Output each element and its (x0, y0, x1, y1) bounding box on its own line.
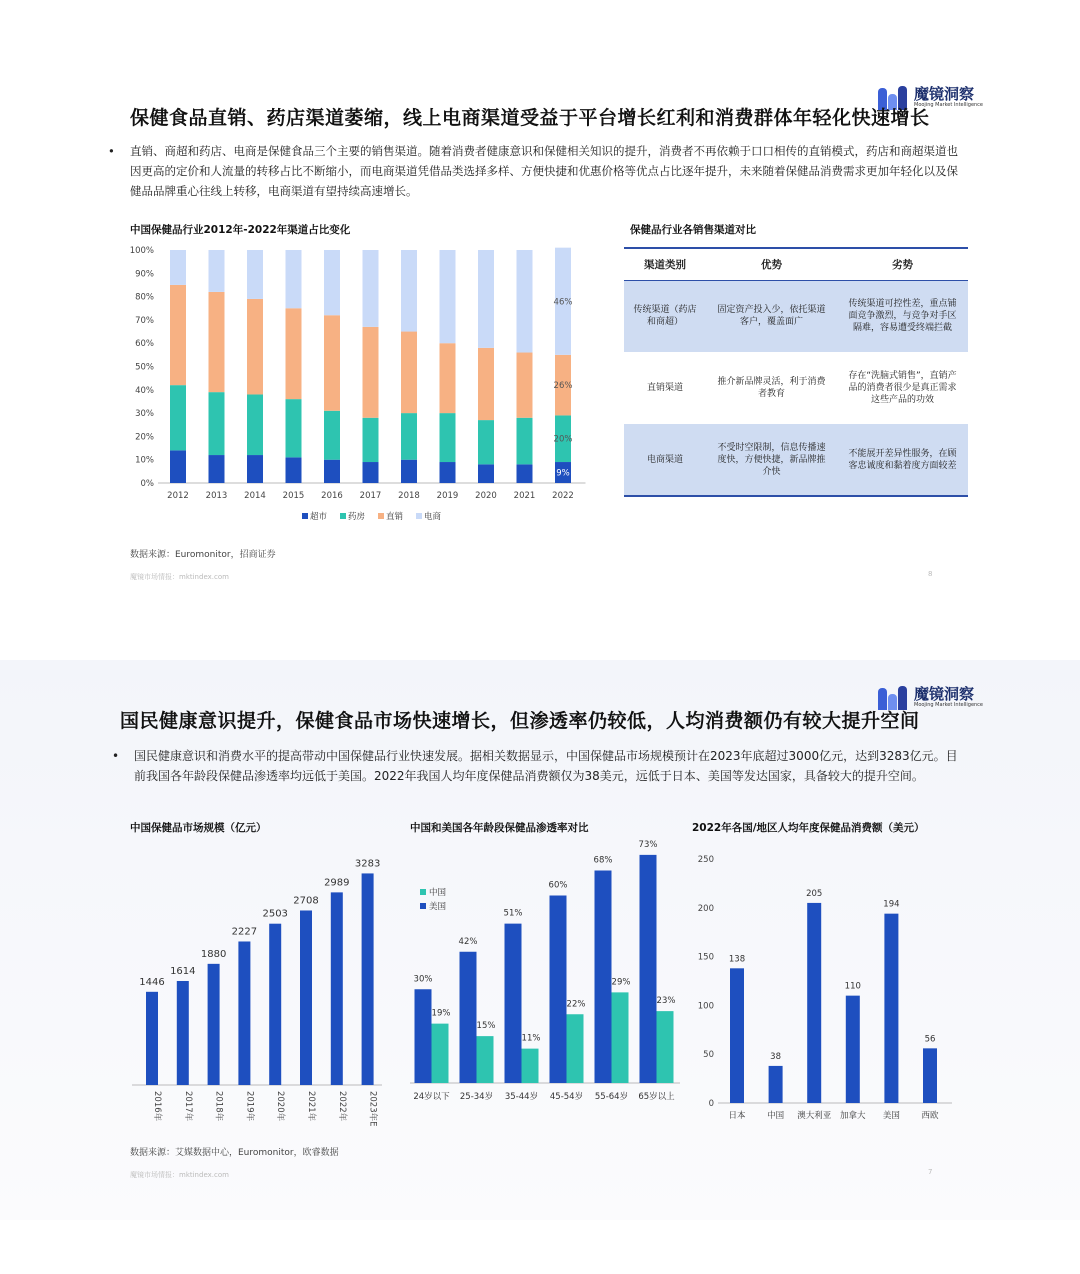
x-tick-label: 2016 (321, 491, 343, 501)
bar-药房 (209, 392, 225, 455)
x-tick-label: 24岁以下 (413, 1092, 450, 1102)
bar-超市 (517, 464, 533, 483)
data-label: 1446 (139, 976, 165, 988)
data-label-china: 23% (656, 996, 676, 1007)
data-label: 1614 (170, 965, 196, 977)
bar (923, 1048, 937, 1103)
data-label-china: 19% (431, 1008, 451, 1019)
bar-超市 (363, 462, 379, 483)
table-row (624, 424, 968, 496)
bar-usa (460, 952, 477, 1083)
y-tick-label: 80% (135, 292, 154, 303)
x-tick-label: 2013 (205, 491, 228, 501)
bar-电商 (440, 250, 456, 343)
table-cell-dis: 不能展开差异性服务，在顾客忠诚度和黏着度方面较差 (837, 424, 968, 496)
data-label-usa: 68% (593, 855, 613, 866)
bar-china (657, 1011, 674, 1083)
data-source: 数据来源：艾媒数据中心，Euromonitor，欧睿数据 (130, 1148, 339, 1158)
x-tick-label: 2019年 (244, 1091, 255, 1122)
data-label-usa: 42% (458, 936, 478, 947)
bar-电商 (170, 250, 186, 285)
bar (238, 941, 250, 1085)
table-header-row (624, 248, 968, 280)
bar-电商 (286, 250, 302, 308)
slide-channel-share (0, 0, 1080, 620)
x-tick-label: 2018年 (213, 1091, 224, 1122)
x-tick-label: 2020 (475, 491, 497, 501)
market-size-chart (120, 838, 390, 1128)
x-tick-label: 2012 (167, 491, 189, 501)
x-tick-label: 西欧 (921, 1111, 939, 1121)
data-label: 138 (728, 954, 746, 965)
bar-直销 (209, 292, 225, 392)
bar-药房 (440, 413, 456, 462)
x-tick-label: 2016年 (152, 1091, 162, 1122)
legend-label: 美国 (429, 902, 447, 912)
y-tick-label: 100 (697, 1001, 714, 1012)
data-label: 205 (806, 888, 823, 899)
percapita-chart-title: 2022年各国/地区人均年度保健品消费额（美元） (692, 822, 925, 834)
data-label-usa: 60% (548, 880, 568, 891)
bar-药房 (324, 411, 340, 460)
x-tick-label: 2022 (552, 491, 574, 501)
x-tick-label: 35-44岁 (504, 1092, 539, 1102)
x-tick-label: 2017年 (182, 1091, 193, 1122)
bar-药房 (478, 420, 494, 464)
data-label: 46% (553, 297, 573, 308)
y-tick-label: 200 (697, 903, 714, 914)
bar-直销 (324, 315, 340, 411)
bullet-paragraph (112, 746, 966, 786)
percapita-chart (690, 838, 960, 1128)
bar-超市 (170, 450, 186, 483)
bar-直销 (286, 308, 302, 399)
bar-电商 (478, 250, 494, 348)
channel-chart-title: 中国保健品行业2012年-2022年渠道占比变化 (130, 224, 351, 236)
logo-name-en: Moojing Market Intelligence (914, 701, 984, 708)
y-tick-label: 150 (697, 952, 714, 963)
bullet-dot: • (108, 144, 115, 158)
x-tick-label: 25-34岁 (459, 1092, 494, 1102)
bar-直销 (517, 353, 533, 418)
bar-超市 (478, 464, 494, 483)
data-label: 9% (556, 468, 570, 479)
page-number: 8 (928, 570, 933, 578)
footer-url: 魔镜市场情报：mktindex.com (130, 1171, 229, 1179)
legend-label: 直销 (386, 512, 404, 522)
bar-china (612, 992, 629, 1083)
x-tick-label: 2017 (359, 491, 382, 501)
x-tick-label: 中国 (767, 1111, 785, 1121)
bar-超市 (440, 462, 456, 483)
bar-china (432, 1024, 449, 1083)
table-cell-adv: 不受时空限制，信息传播速度快，方便快捷，新品牌推介快 (706, 424, 837, 496)
penetration-chart (400, 838, 685, 1128)
data-label: 2503 (262, 908, 288, 920)
bar (146, 992, 158, 1085)
page-number: 7 (928, 1168, 933, 1176)
data-label: 110 (844, 981, 861, 992)
data-label: 20% (553, 434, 573, 445)
page-title: 国民健康意识提升，保健食品市场快速增长，但渗透率仍较低，人均消费额仍有较大提升空间 (120, 710, 920, 732)
slide-market-growth (0, 660, 1080, 1220)
bar-直销 (170, 285, 186, 385)
bar (300, 910, 312, 1085)
x-tick-label: 65岁以上 (638, 1092, 675, 1102)
data-label-usa: 73% (638, 839, 658, 850)
x-tick-label: 2014 (244, 491, 266, 501)
bar-电商 (209, 250, 225, 292)
table-cell-dis: 存在“洗脑式销售”，直销产品的消费者很少是真正需求这些产品的功效 (848, 371, 957, 405)
x-tick-label: 2019 (436, 491, 459, 501)
bar-药房 (247, 394, 263, 455)
bar-药房 (286, 399, 302, 457)
x-tick-label: 45-54岁 (549, 1092, 584, 1102)
data-label: 194 (883, 899, 900, 910)
table-row (624, 352, 968, 424)
bar (208, 964, 220, 1085)
bar (331, 892, 343, 1085)
table-cell-adv: 推介新品牌灵活，利于消费者教育 (717, 377, 826, 399)
bar (807, 903, 821, 1103)
bar (846, 996, 860, 1103)
bar-电商 (363, 250, 379, 327)
table-cell-adv: 固定资产投入少，依托渠道客户，覆盖面广 (706, 280, 837, 352)
page-title: 保健食品直销、药店渠道萎缩，线上电商渠道受益于平台增长红利和消费群体年轻化快速增长 (130, 107, 930, 129)
bar-电商 (517, 250, 533, 353)
penetration-chart-title: 中国和美国各年龄段保健品渗透率对比 (410, 822, 589, 834)
bar-直销 (401, 332, 417, 414)
bar-直销 (247, 299, 263, 395)
bar-药房 (401, 413, 417, 460)
data-label: 26% (553, 381, 573, 392)
bar (730, 968, 744, 1103)
data-label-china: 15% (476, 1021, 496, 1032)
legend-swatch (420, 903, 426, 909)
bullet-text: 直销、商超和药店、电商是保健食品三个主要的销售渠道。随着消费者健康意识和保健相关知识的提升，消费者不再依赖于口口相传的直销模式，药店和商超渠道也因更高的定价和人流量的转移占比不断缩小，而电商渠道凭借品类选择多样、方便快捷和优惠价格等优点占比逐年提升，未来随着保健品消费需求更加年轻化以及保健品品牌重心往线上转移，电商渠道有望持续高速增长。 (130, 144, 958, 198)
bar-电商 (401, 250, 417, 332)
data-label: 2989 (324, 877, 350, 889)
bar (769, 1066, 783, 1103)
bar-药房 (170, 385, 186, 450)
channel-share-chart (120, 238, 590, 530)
x-tick-label: 澳大利亚 (797, 1111, 832, 1121)
y-tick-label: 50 (703, 1050, 714, 1061)
legend-swatch (416, 513, 422, 519)
bar-超市 (324, 460, 340, 483)
legend-swatch (420, 889, 426, 895)
y-tick-label: 0 (708, 1099, 714, 1109)
bar-usa (550, 896, 567, 1084)
legend-swatch (340, 513, 346, 519)
bar-电商 (247, 250, 263, 299)
bar-超市 (209, 455, 225, 483)
y-tick-label: 70% (135, 315, 154, 326)
bar (269, 924, 281, 1085)
x-tick-label: 日本 (728, 1111, 746, 1121)
table-header-adv: 优势 (706, 248, 837, 280)
table-cell-dis: 传统渠道可控性差，重点铺面竞争激烈，与竞争对手区隔难，容易遭受终端拦截 (837, 280, 968, 352)
legend-label: 药房 (348, 512, 366, 522)
market-chart-title: 中国保健品市场规模（亿元） (130, 822, 267, 834)
bar-电商 (324, 250, 340, 315)
y-tick-label: 60% (135, 339, 154, 350)
data-label: 56 (924, 1034, 936, 1045)
logo-name-cn: 魔镜洞察 (914, 684, 975, 703)
bar-超市 (286, 457, 302, 483)
y-tick-label: 40% (135, 385, 154, 396)
data-label: 2227 (231, 926, 258, 938)
x-tick-label: 55-64岁 (594, 1092, 629, 1102)
bar-china (567, 1014, 584, 1083)
y-tick-label: 30% (135, 409, 154, 420)
x-tick-label: 2022年 (336, 1091, 347, 1122)
table-title: 保健品行业各销售渠道对比 (630, 224, 756, 236)
logo-name-cn: 魔镜洞察 (914, 84, 975, 103)
data-label-china: 11% (521, 1033, 541, 1044)
legend-swatch (302, 513, 308, 519)
bar-直销 (478, 348, 494, 420)
data-source: 数据来源：Euromonitor，招商证券 (130, 550, 276, 560)
legend-label: 电商 (424, 512, 442, 522)
bar-直销 (363, 327, 379, 418)
y-tick-label: 90% (135, 269, 154, 280)
y-tick-label: 250 (697, 855, 714, 865)
data-label-usa: 51% (503, 908, 523, 919)
legend-swatch (378, 513, 384, 519)
bar-usa (640, 855, 657, 1083)
x-tick-label: 美国 (882, 1111, 900, 1121)
bar-usa (505, 924, 522, 1083)
legend-label: 超市 (310, 512, 328, 522)
table-cell-type: 传统渠道（药店和商超） (624, 280, 706, 352)
bar (362, 873, 374, 1085)
bar-超市 (247, 455, 263, 483)
x-tick-label: 2021年 (306, 1091, 316, 1122)
x-tick-label: 2015 (282, 491, 305, 501)
bar-药房 (363, 418, 379, 462)
table-cell-type: 电商渠道 (624, 424, 706, 496)
table-header-type: 渠道类别 (624, 248, 706, 280)
data-label: 38 (770, 1051, 782, 1062)
x-tick-label: 2021 (513, 491, 536, 501)
y-tick-label: 10% (135, 455, 154, 466)
bar-china (522, 1049, 539, 1083)
logo-name-en: Moojing Market Intelligence (914, 101, 984, 108)
data-label: 2708 (293, 895, 319, 907)
y-tick-label: 100% (129, 246, 154, 256)
table-row (624, 280, 968, 352)
bar-usa (415, 989, 432, 1083)
data-label-usa: 30% (413, 974, 433, 985)
y-tick-label: 0% (140, 479, 154, 489)
bullet-text: 国民健康意识和消费水平的提高带动中国保健品行业快速发展。据相关数据显示，中国保健品市场规模预计在2023年底超过3000亿元，达到3283亿元。目前我国各年龄段保健品渗透率均远低于美国。2022年我国人均年度保健品消费额仅为38美元，远低于日本、美国等发达国家，具备较大的提升空间。 (134, 749, 958, 783)
channel-compare-table (624, 247, 968, 497)
bar (177, 981, 189, 1085)
footer-url: 魔镜市场情报：mktindex.com (130, 573, 229, 581)
x-tick-label: 2018 (398, 491, 420, 501)
y-tick-label: 20% (135, 432, 154, 443)
bullet-dot: • (112, 749, 120, 763)
x-tick-label: 加拿大 (840, 1111, 866, 1121)
y-tick-label: 50% (135, 362, 154, 373)
bar-直销 (440, 343, 456, 413)
bar-药房 (517, 418, 533, 465)
bar-超市 (401, 460, 417, 483)
table-header-dis: 劣势 (837, 248, 968, 280)
table-cell-type: 直销渠道 (646, 383, 683, 393)
legend-label: 中国 (429, 888, 447, 898)
x-tick-label: 2020年 (275, 1091, 286, 1122)
bar-usa (595, 871, 612, 1084)
data-label: 3283 (354, 858, 381, 870)
data-label-china: 29% (611, 977, 631, 988)
data-label-china: 22% (566, 999, 586, 1010)
x-tick-label: 2023年E (367, 1091, 378, 1127)
bullet-paragraph (108, 141, 962, 201)
data-label: 1880 (200, 948, 227, 960)
bar (884, 914, 898, 1103)
bar-china (477, 1036, 494, 1083)
